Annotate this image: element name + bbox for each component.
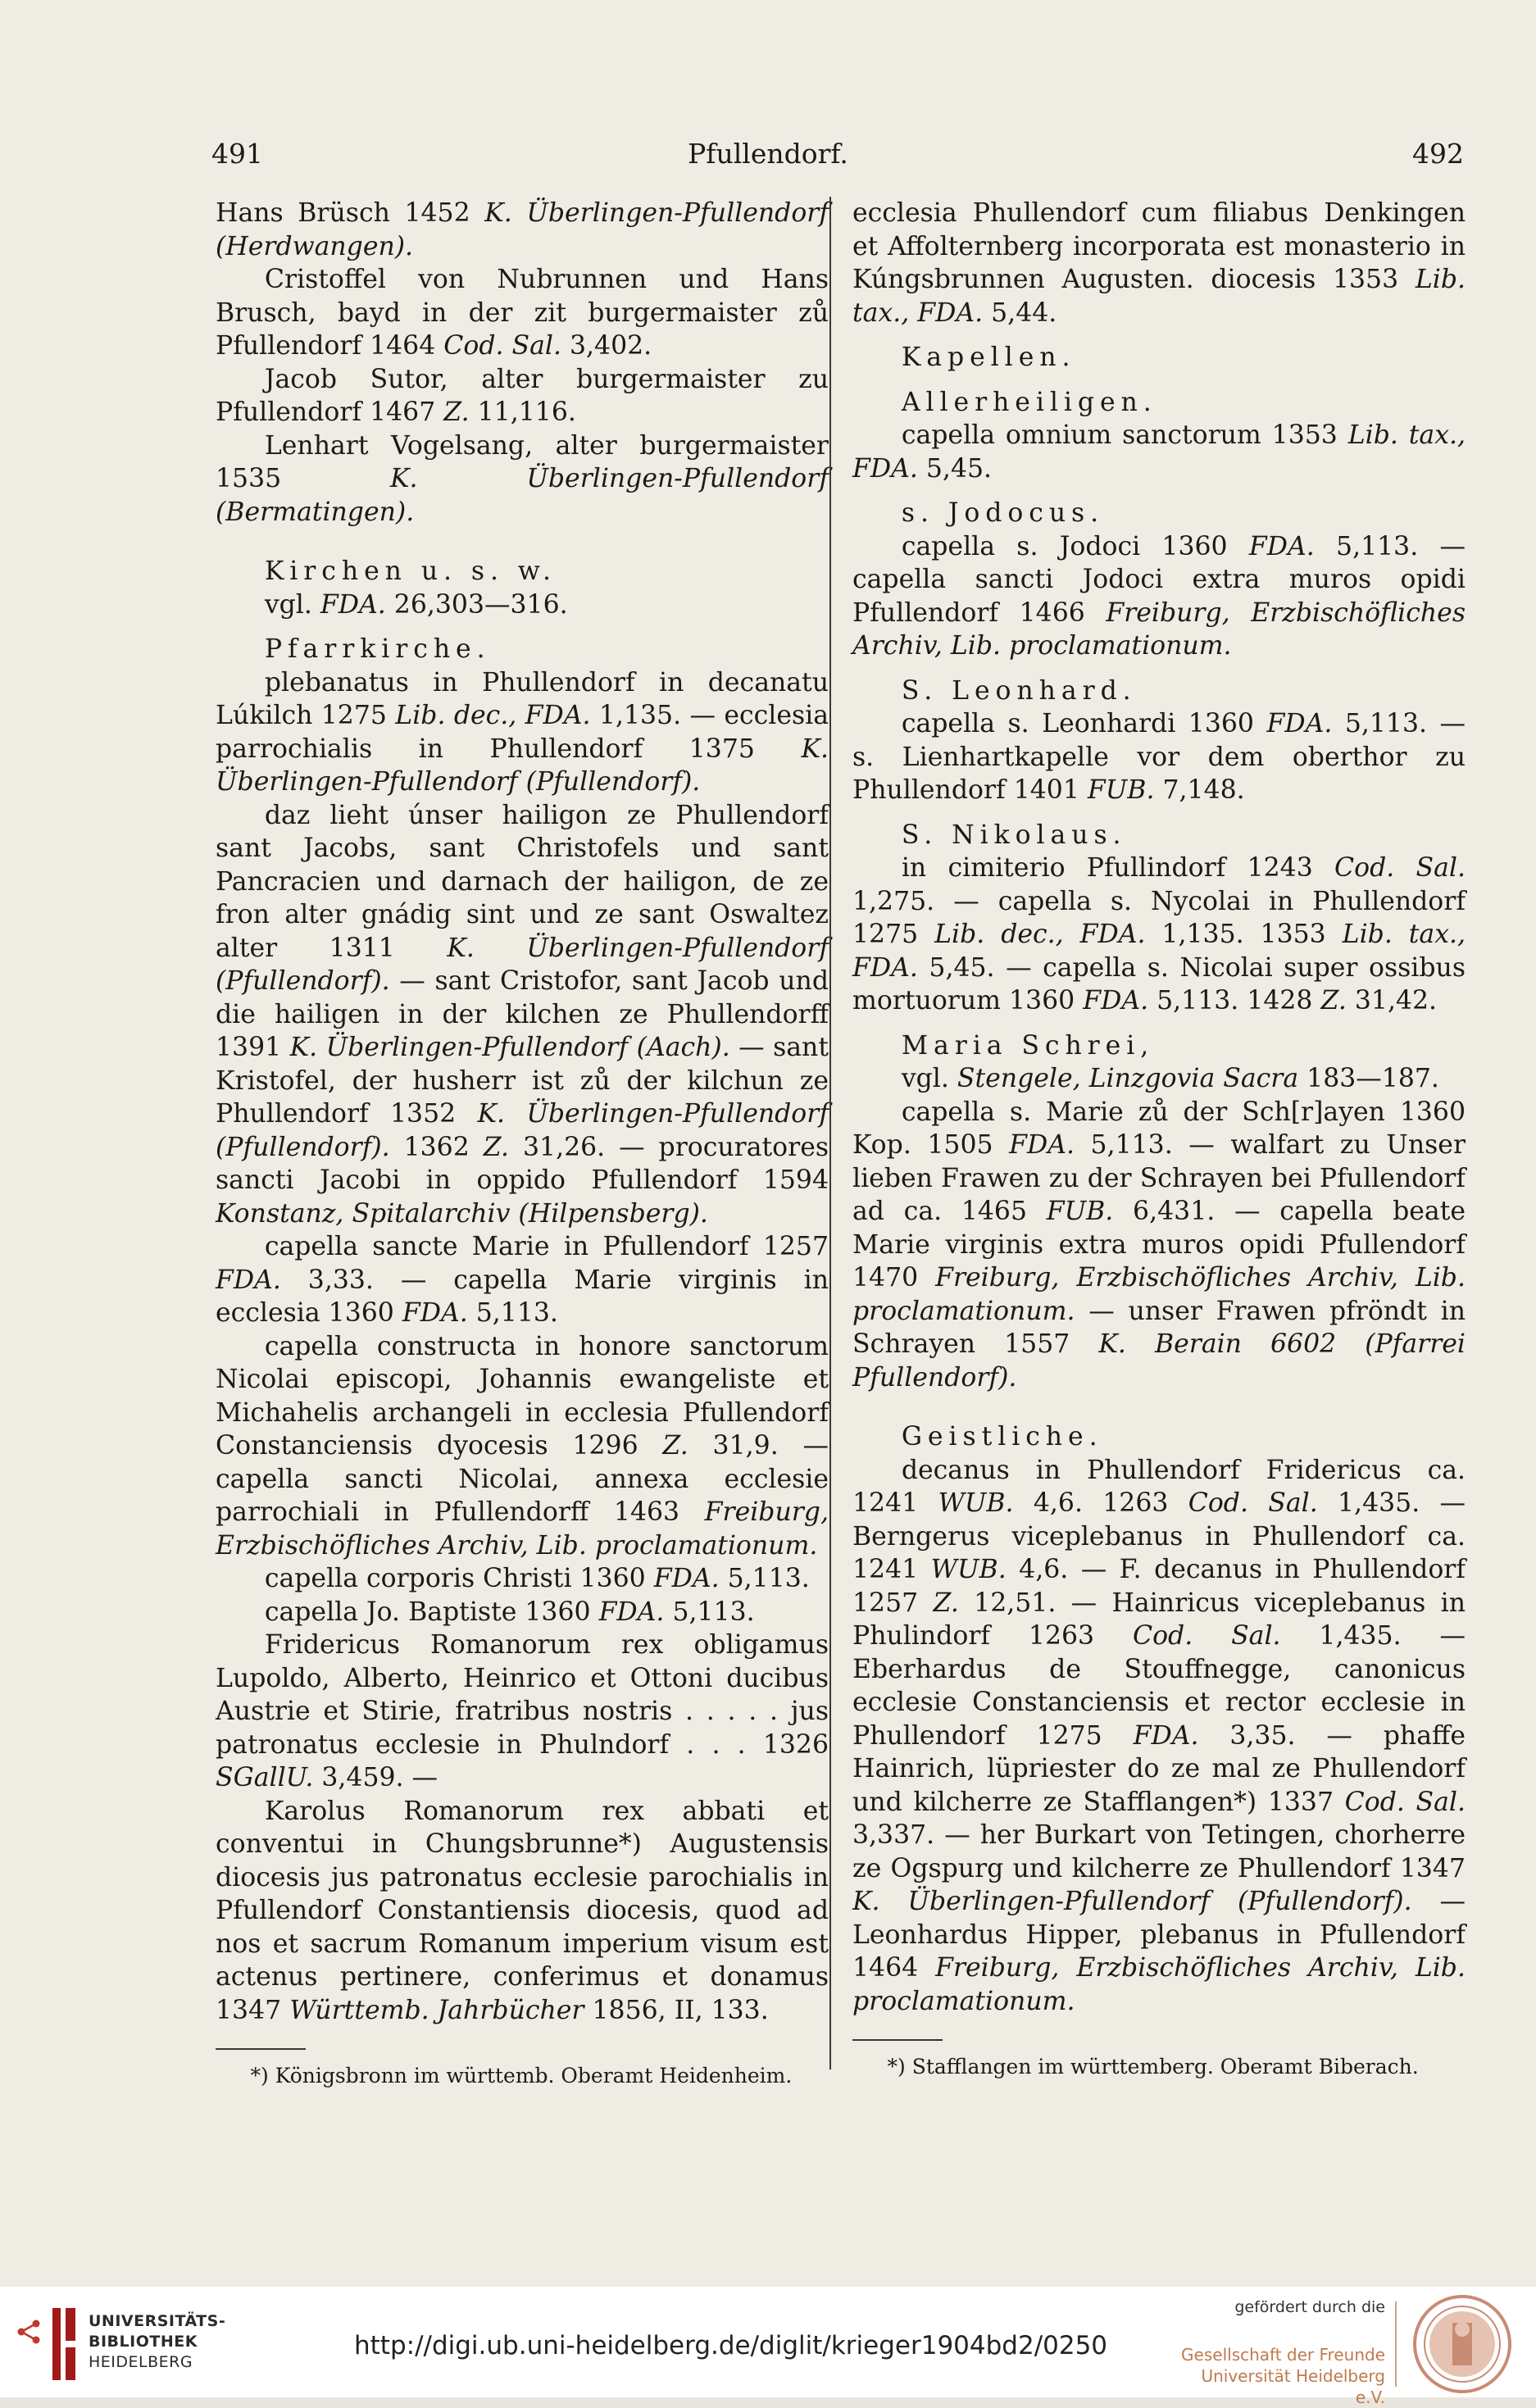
paragraph: Lenhart Vogelsang, alter burgermaister 1535 K. Überlingen-Pfullendorf (Bermatingen). xyxy=(216,430,829,527)
paragraph: capella sancte Marie in Pfullendorf 1257 FDA. 3,33. — capella Marie virginis in ecclesia 1360 FDA. 5,113. xyxy=(216,1232,829,1328)
paragraph: ecclesia Phullendorf cum filiabus Denkingen et Affolternberg incorporata est monasterio in Kúngsbrunnen Augusten. diocesis 1353 Lib. tax., FDA. 5,44. xyxy=(852,198,1466,328)
section-heading: S. Leonhard. xyxy=(901,675,1137,706)
library-name: UNIVERSITÄTS- BIBLIOTHEK HEIDELBERG xyxy=(89,2312,226,2371)
spacer xyxy=(216,529,829,543)
paragraph: capella Jo. Baptiste 1360 FDA. 5,113. xyxy=(264,1597,755,1627)
paragraph: plebanatus in Phullendorf in decanatu Lúkilch 1275 Lib. dec., FDA. 1,135. — ecclesia parrochialis in Phullendorf 1375 K. Überlingen-Pfullendorf (Pfullendorf). xyxy=(216,667,829,797)
page-number-left: 491 xyxy=(211,138,263,170)
section-heading: Maria Schrei, xyxy=(901,1030,1155,1061)
section-heading: Kapellen. xyxy=(901,343,1076,372)
section-heading: Geistliche. xyxy=(901,1422,1103,1452)
section-heading: s. Jodocus. xyxy=(901,498,1105,528)
paragraph: capella s. Leonhardi 1360 FDA. 5,113. — s. Lienhartkapelle vor dem oberthor zu Phullendorf 1401 FUB. 7,148. xyxy=(852,709,1466,805)
support-label: gefördert durch die xyxy=(1234,2298,1385,2316)
paragraph: daz lieht únser hailigon ze Phullendorf sant Jacobs, sant Christofels und sant Pancracien und darnach der hailigon, de ze fron alter gnádig sint und ze sant Oswaltez alter 1311 K. Überlingen-Pfullendorf (Pfullendorf). — sant Cristofor, sant Jacob und die hailigen in der kilchen ze Phullendorff 1391 K. Überlingen-Pfullendorf (Aach). — sant Kristofel, der husherr ist zů der kilchun ze Phullendorf 1352 K. Überlingen-Pfullendorf (Pfullendorf). 1362 Z. 31,26. — procuratores sancti Jacobi in oppido Pfullendorf 1594 Konstanz, Spitalarchiv (Hilpensberg). xyxy=(216,800,829,1229)
paragraph: capella s. Jodoci 1360 FDA. 5,113. — capella sancti Jodoci extra muros opidi Pfullendorf 1466 Freiburg, Erzbischöfliches Archiv, Lib. proclamationum. xyxy=(852,531,1466,661)
paragraph: capella corporis Christi 1360 FDA. 5,113. xyxy=(264,1564,810,1593)
footer-divider xyxy=(1395,2301,1397,2387)
footnote-rule xyxy=(216,2048,306,2050)
column-divider xyxy=(829,197,831,2070)
section-heading: Kirchen u. s. w. xyxy=(264,557,557,586)
share-icon[interactable] xyxy=(15,2318,43,2346)
university-seal-icon[interactable] xyxy=(1411,2293,1513,2395)
running-title: Pfullendorf. xyxy=(688,138,848,170)
paragraph: capella constructa in honore sanctorum Nicolai episcopi, Johannis ewangeliste et Michahelis archangeli in ecclesia Pfullendorf Constanciensis dyocesis 1296 Z. 31,9. — capella sancti Nicolai, annexa ecclesie parrochiali in Pfullendorff 1463 Freiburg, Erzbischöfliches Archiv, Lib. proclamationum. xyxy=(216,1331,829,1561)
viewer-footer xyxy=(0,2287,1536,2407)
footnote: *) Stafflangen im württemberg. Oberamt Biberach. xyxy=(887,2055,1419,2079)
paragraph: Karolus Romanorum rex abbati et conventui in Chungsbrunne*) Augustensis diocesis jus patronatus ecclesie parochialis in Pfullendorf Constantiensis diocesis, quod ad nos et sacrum Romanum imperium visum est actenus pertinere, conferimus et donamus 1347 Württemb. Jahrbücher 1856, II, 133. xyxy=(216,1796,829,2025)
paragraph: decanus in Phullendorf Fridericus ca. 1241 WUB. 4,6. 1263 Cod. Sal. 1,435. — Berngerus viceplebanus in Phullendorf ca. 1241 WUB. 4,6. — F. decanus in Phullendorf 1257 Z. 12,51. — Hainricus viceplebanus in Phulindorf 1263 Cod. Sal. 1,435. — Eberhardus de Stouffnegge, canonicus ecclesie Constanciensis et rector ecclesie in Phullendorf 1275 FDA. 3,35. — phaffe Hainrich, lüpriester do ze mal ze Phullendorf und kilcherre ze Stafflangen*) 1337 Cod. Sal. 3,337. — her Burkart von Tetingen, chorherre ze Ogspurg und kilcherre ze Phullendorf 1347 K. Überlingen-Pfullendorf (Pfullendorf). — Leonhardus Hipper, plebanus in Pfullendorf 1464 Freiburg, Erzbischöfliches Archiv, Lib. proclamationum. xyxy=(852,1455,1466,2016)
left-column xyxy=(216,197,829,2089)
paragraph: capella s. Marie zů der Sch[r]ayen 1360 Kop. 1505 FDA. 5,113. — walfart zu Unser lieben Frawen zu der Schrayen bei Pfullendorf ad ca. 1465 FUB. 6,431. — capella beate Marie virginis extra muros opidi Pfullendorf 1470 Freiburg, Erzbischöfliches Archiv, Lib. proclamationum. — unser Frawen pfröndt in Schrayen 1557 K. Berain 6602 (Pfarrei Pfullendorf). xyxy=(852,1097,1466,1393)
section-heading: Allerheiligen. xyxy=(901,387,1157,417)
ub-logo-icon[interactable] xyxy=(49,2303,80,2385)
paragraph: Jacob Sutor, alter burgermaister zu Pfullendorf 1467 Z. 11,116. xyxy=(216,364,829,427)
section-heading: S. Nikolaus. xyxy=(901,820,1127,850)
footnote: *) Königsbronn im württemb. Oberamt Heidenheim. xyxy=(250,2064,793,2088)
permalink-url[interactable]: http://digi.ub.uni-heidelberg.de/diglit/krieger1904bd2/0250 xyxy=(354,2331,1108,2360)
page-number-right: 492 xyxy=(1412,138,1464,170)
right-column xyxy=(852,197,1466,2080)
paragraph: vgl. Stengele, Linzgovia Sacra 183—187. xyxy=(901,1064,1439,1093)
spacer xyxy=(852,1394,1466,1409)
paragraph: in cimiterio Pfullindorf 1243 Cod. Sal. 1,275. — capella s. Nycolai in Phullendorf 1275 Lib. dec., FDA. 1,135. 1353 Lib. tax., FDA. 5,45. — capella s. Nicolai super ossibus mortuorum 1360 FDA. 5,113. 1428 Z. 31,42. xyxy=(852,853,1466,1015)
paragraph: Cristoffel von Nubrunnen und Hans Brusch, bayd in der zit burgermaister zů Pfullendorf 1464 Cod. Sal. 3,402. xyxy=(216,265,829,361)
footnote-rule xyxy=(852,2039,943,2041)
paragraph: capella omnium sanctorum 1353 Lib. tax., FDA. 5,45. xyxy=(852,420,1466,484)
paragraph: Fridericus Romanorum rex obligamus Lupoldo, Alberto, Heinrico et Ottoni ducibus Austrie et Stirie, fratribus nostris . . . . . jus patronatus ecclesie in Phulndorf . . . 1326 SGallU. 3,459. — xyxy=(216,1630,829,1792)
section-heading: Pfarrkirche. xyxy=(264,634,491,664)
paragraph: vgl. FDA. 26,303—316. xyxy=(264,589,568,620)
paragraph: Hans Brüsch 1452 K. Überlingen-Pfullendorf (Herdwangen). xyxy=(216,198,829,261)
sponsor-name[interactable]: Gesellschaft der Freunde Universität Heidelberg e.V. xyxy=(1181,2345,1385,2407)
